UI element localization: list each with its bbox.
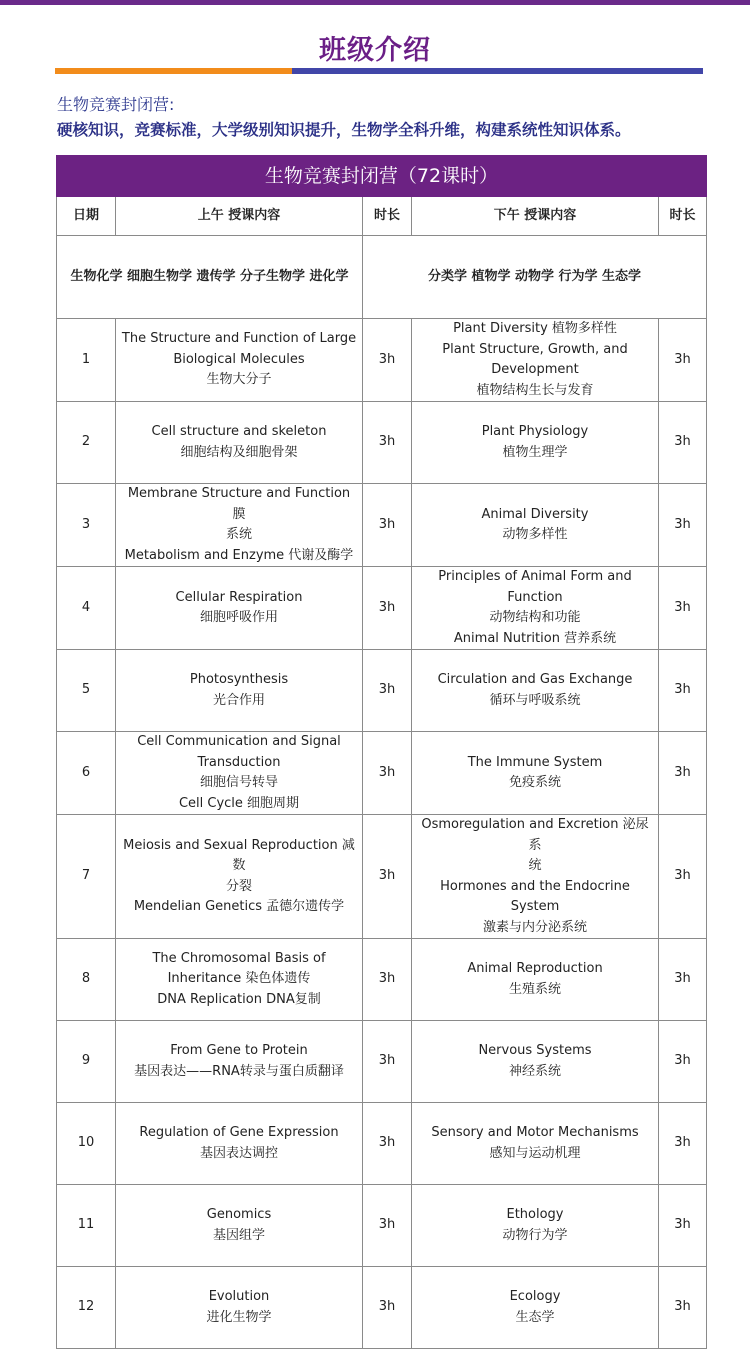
morning-topic-line: Mendelian Genetics 孟德尔遗传学	[133, 899, 345, 914]
morning-duration-cell: 3h	[363, 402, 412, 484]
afternoon-topic-line: 植物生理学	[502, 444, 568, 460]
afternoon-topic-line: 神经系统	[508, 1063, 561, 1079]
morning-duration-cell: 3h	[363, 1185, 412, 1267]
morning-duration-cell: 3h	[363, 1103, 412, 1185]
afternoon-topic-line: Animal Nutrition 营养系统	[453, 630, 617, 646]
table-row	[57, 1185, 707, 1267]
morning-duration-cell: 3h	[363, 732, 412, 815]
afternoon-topic-line: Circulation and Gas Exchange	[437, 672, 633, 687]
afternoon-duration-cell: 3h	[659, 939, 707, 1021]
day-cell: 3	[57, 484, 116, 567]
afternoon-duration-cell: 3h	[659, 402, 707, 484]
afternoon-topic-line: 免疫系统	[508, 775, 561, 790]
morning-topic-cell	[116, 815, 363, 939]
morning-duration-cell: 3h	[363, 484, 412, 567]
table-row	[57, 1021, 707, 1103]
morning-topic-line: 进化生物学	[206, 1309, 272, 1325]
afternoon-topic-line: The Immune System	[467, 754, 603, 770]
afternoon-topic-line: Function	[507, 589, 563, 605]
afternoon-topic-cell	[412, 484, 659, 567]
header-date: 日期	[57, 197, 116, 236]
afternoon-duration-cell: 3h	[659, 815, 707, 939]
table-row	[57, 732, 707, 815]
afternoon-topic-cell	[412, 1267, 659, 1349]
schedule-table	[56, 155, 707, 1349]
morning-topic-line: 细胞呼吸作用	[199, 610, 278, 625]
afternoon-subjects: 分类学 植物学 动物学 行为学 生态学	[363, 236, 707, 319]
afternoon-topic-line: Ecology	[509, 1289, 561, 1304]
afternoon-topic-line: Principles of Animal Form and	[438, 569, 632, 584]
morning-topic-line: Biological Molecules	[173, 351, 305, 367]
divider-blue-segment	[292, 68, 703, 74]
afternoon-topic-cell	[412, 319, 659, 402]
afternoon-topic-cell	[412, 815, 659, 939]
morning-topic-line: Metabolism and Enzyme 代谢及酶学	[124, 547, 354, 563]
afternoon-duration-cell: 3h	[659, 732, 707, 815]
day-cell: 6	[57, 732, 116, 815]
intro-label: 生物竞赛封闭营:	[57, 95, 175, 114]
afternoon-duration-cell: 3h	[659, 1267, 707, 1349]
afternoon-topic-cell	[412, 567, 659, 650]
morning-topic-line: 分裂	[225, 878, 252, 894]
afternoon-topic-line: Animal Diversity	[481, 506, 589, 522]
morning-topic-line: Cellular Respiration	[175, 589, 303, 605]
afternoon-topic-line: Hormones and the Endocrine System	[440, 878, 630, 914]
afternoon-topic-line: Ethology	[506, 1207, 564, 1222]
afternoon-duration-cell: 3h	[659, 650, 707, 732]
day-cell: 10	[57, 1103, 116, 1185]
table-row	[57, 319, 707, 402]
day-cell: 11	[57, 1185, 116, 1267]
morning-topic-line: Photosynthesis	[189, 672, 289, 687]
morning-duration-cell: 3h	[363, 939, 412, 1021]
afternoon-topic-line: Sensory and Motor Mechanisms	[431, 1125, 639, 1140]
morning-topic-line: Cell structure and skeleton	[151, 424, 327, 439]
top-accent-bar	[0, 0, 750, 5]
afternoon-topic-line: 统	[528, 858, 542, 873]
morning-topic-line: 细胞信号转导	[199, 775, 278, 790]
afternoon-topic-line: Plant Physiology	[481, 424, 589, 439]
afternoon-topic-line: 激素与内分泌系统	[482, 919, 587, 935]
morning-duration-cell: 3h	[363, 567, 412, 650]
morning-topic-line: Genomics	[206, 1207, 272, 1222]
morning-topic-line: 光合作用	[212, 692, 265, 708]
morning-topic-line: The Chromosomal Basis of	[152, 950, 326, 966]
afternoon-topic-line: Animal Reproduction	[467, 961, 603, 976]
morning-topic-line: 基因表达调控	[199, 1145, 278, 1161]
morning-topic-line: Cell Communication and Signal	[137, 734, 341, 749]
divider-orange-segment	[55, 68, 292, 74]
header-morning-duration: 时长	[363, 197, 412, 236]
morning-topic-cell	[116, 402, 363, 484]
afternoon-topic-line: Plant Diversity 植物多样性	[453, 321, 617, 336]
subjects-row	[57, 236, 707, 319]
afternoon-topic-line: Development	[491, 362, 579, 377]
afternoon-topic-line: Osmoregulation and Excretion 泌尿系	[421, 817, 649, 853]
afternoon-duration-cell: 3h	[659, 1103, 707, 1185]
day-cell: 2	[57, 402, 116, 484]
table-row	[57, 815, 707, 939]
table-row	[57, 1267, 707, 1349]
morning-topic-cell	[116, 1185, 363, 1267]
day-cell: 8	[57, 939, 116, 1021]
afternoon-topic-cell	[412, 1185, 659, 1267]
afternoon-topic-cell	[412, 939, 659, 1021]
morning-topic-line: 基因表达——RNA转录与蛋白质翻译	[134, 1063, 344, 1079]
morning-duration-cell: 3h	[363, 815, 412, 939]
title-divider	[55, 68, 703, 74]
afternoon-topic-line: 感知与运动机理	[489, 1145, 581, 1161]
table-row	[57, 1103, 707, 1185]
day-cell: 1	[57, 319, 116, 402]
morning-subjects: 生物化学 细胞生物学 遗传学 分子生物学 进化学	[57, 236, 363, 319]
header-afternoon-duration: 时长	[659, 197, 707, 236]
table-row	[57, 484, 707, 567]
afternoon-topic-cell	[412, 1103, 659, 1185]
afternoon-duration-cell: 3h	[659, 1021, 707, 1103]
morning-topic-line: 生物大分子	[206, 372, 272, 388]
table-header-row	[57, 197, 707, 236]
afternoon-topic-line: 动物行为学	[502, 1227, 568, 1243]
morning-topic-line: DNA Replication DNA复制	[157, 991, 321, 1007]
morning-topic-line: Evolution	[208, 1289, 270, 1304]
intro-text: 硬核知识，竞赛标准，大学级别知识提升，生物学全科升维，构建系统性知识体系。	[57, 121, 631, 139]
table-row	[57, 650, 707, 732]
morning-topic-line: Regulation of Gene Expression	[139, 1125, 339, 1140]
afternoon-topic-line: 生殖系统	[508, 981, 561, 997]
morning-topic-cell	[116, 1267, 363, 1349]
afternoon-duration-cell: 3h	[659, 567, 707, 650]
morning-topic-cell	[116, 939, 363, 1021]
morning-topic-line: 系统	[225, 527, 252, 542]
afternoon-topic-line: Nervous Systems	[478, 1043, 592, 1058]
header-morning: 上午 授课内容	[116, 197, 363, 236]
morning-topic-line: Transduction	[197, 754, 281, 770]
morning-topic-line: From Gene to Protein	[170, 1043, 308, 1058]
afternoon-topic-line: 动物多样性	[502, 527, 568, 542]
day-cell: 7	[57, 815, 116, 939]
table-banner: 生物竞赛封闭营（72课时）	[57, 156, 707, 197]
morning-topic-cell	[116, 1103, 363, 1185]
morning-topic-cell	[116, 732, 363, 815]
morning-duration-cell: 3h	[363, 1267, 412, 1349]
afternoon-topic-line: 生态学	[515, 1309, 555, 1325]
afternoon-topic-line: 动物结构和功能	[489, 610, 581, 625]
morning-topic-cell	[116, 650, 363, 732]
afternoon-topic-line: 植物结构生长与发育	[476, 382, 594, 398]
morning-topic-cell	[116, 319, 363, 402]
morning-topic-line: The Structure and Function of Large	[121, 331, 357, 347]
morning-topic-line: Inheritance 染色体遗传	[167, 971, 311, 987]
afternoon-duration-cell: 3h	[659, 1185, 707, 1267]
afternoon-topic-cell	[412, 650, 659, 732]
morning-topic-line: Membrane Structure and Function 膜	[127, 486, 351, 522]
day-cell: 4	[57, 567, 116, 650]
table-banner-row	[57, 156, 707, 197]
page-title: 班级介绍	[319, 35, 431, 66]
morning-topic-line: 基因组学	[212, 1227, 265, 1243]
day-cell: 9	[57, 1021, 116, 1103]
afternoon-topic-cell	[412, 1021, 659, 1103]
table-row	[57, 402, 707, 484]
afternoon-topic-line: Plant Structure, Growth, and	[442, 341, 628, 357]
morning-duration-cell: 3h	[363, 1021, 412, 1103]
afternoon-topic-line: 循环与呼吸系统	[489, 692, 581, 708]
morning-topic-line: Meiosis and Sexual Reproduction 减数	[123, 837, 355, 873]
morning-topic-line: 细胞结构及细胞骨架	[180, 444, 298, 460]
morning-topic-cell	[116, 1021, 363, 1103]
day-cell: 5	[57, 650, 116, 732]
morning-duration-cell: 3h	[363, 650, 412, 732]
morning-topic-cell	[116, 567, 363, 650]
afternoon-topic-cell	[412, 402, 659, 484]
table-row	[57, 567, 707, 650]
header-afternoon: 下午 授课内容	[412, 197, 659, 236]
morning-duration-cell: 3h	[363, 319, 412, 402]
afternoon-duration-cell: 3h	[659, 484, 707, 567]
morning-topic-line: Cell Cycle 细胞周期	[178, 795, 300, 811]
day-cell: 12	[57, 1267, 116, 1349]
morning-topic-cell	[116, 484, 363, 567]
table-row	[57, 939, 707, 1021]
afternoon-duration-cell: 3h	[659, 319, 707, 402]
afternoon-topic-cell	[412, 732, 659, 815]
